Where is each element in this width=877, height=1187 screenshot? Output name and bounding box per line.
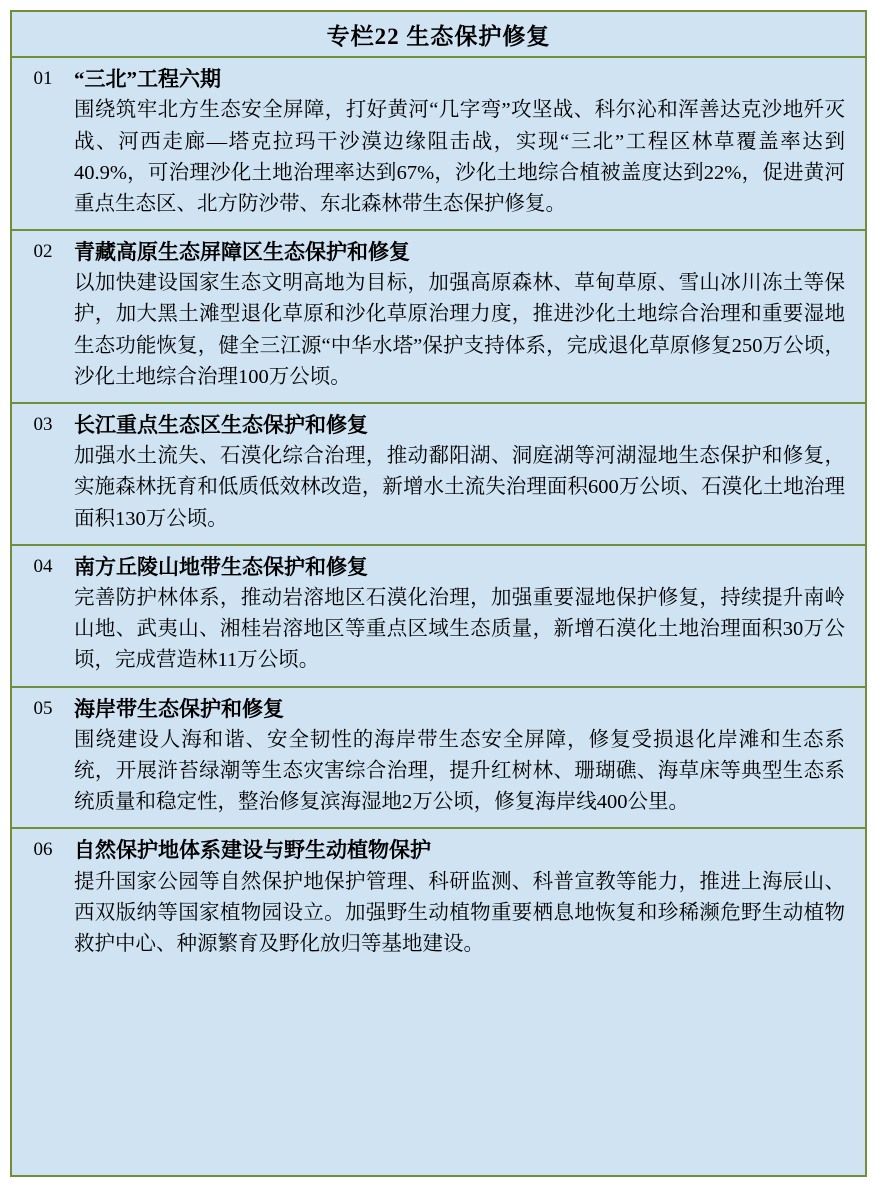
item-title: 海岸带生态保护和修复 — [74, 696, 284, 721]
list-item — [12, 546, 865, 688]
item-content — [74, 553, 865, 677]
box-title-bar — [12, 12, 865, 58]
item-content — [74, 695, 865, 819]
item-number: 03 — [33, 413, 53, 435]
feature-box-22 — [10, 10, 867, 1177]
item-body: 完善防护林体系，推动岩溶地区石漠化治理，加强重要湿地保护修复，持续提升南岭山地、武夷山、湘桂岩溶地区等重点区域生态质量，新增石漠化土地治理面积30万公顷，完成营造林11万公顷。 — [74, 587, 845, 672]
item-body: 加强水土流失、石漠化综合治理，推动鄱阳湖、洞庭湖等河湖湿地生态保护和修复，实施森林抚育和低质低效林改造，新增水土流失治理面积600万公顷、石漠化土地治理面积130万公顷。 — [74, 445, 845, 530]
item-content — [74, 836, 865, 960]
item-title: 自然保护地体系建设与野生动植物保护 — [74, 838, 431, 863]
item-list — [12, 58, 865, 1175]
item-body: 提升国家公园等自然保护地保护管理、科研监测、科普宣教等能力，推进上海辰山、西双版纳等国家植物园设立。加强野生动植物重要栖息地恢复和珍稀濒危野生动植物救护中心、种源繁育及野化放归等基地建设。 — [74, 870, 845, 956]
list-item — [12, 829, 865, 969]
item-content — [74, 411, 865, 535]
item-title: 青藏高原生态屏障区生态保护和修复 — [74, 239, 410, 264]
item-body: 以加快建设国家生态文明高地为目标，加强高原森林、草甸草原、雪山冰川冻土等保护，加大黑土滩型退化草原和沙化草原治理力度，推进沙化土地综合治理和重要湿地生态功能恢复，健全三江源“中华水塔”保护支持体系，完成退化草原修复250万公顷，沙化土地综合治理100万公顷。 — [74, 272, 845, 388]
item-title: 南方丘陵山地带生态保护和修复 — [74, 554, 368, 579]
list-item — [12, 688, 865, 830]
item-number: 04 — [33, 555, 53, 577]
list-item — [12, 231, 865, 404]
item-number: 01 — [33, 68, 53, 89]
item-content — [74, 238, 865, 393]
item-body: 围绕筑牢北方生态安全屏障，打好黄河“几字弯”攻坚战、科尔沁和浑善达克沙地歼灭战、河西走廊—塔克拉玛干沙漠边缘阻击战，实现“三北”工程区林草覆盖率达到40.9%，可治理沙化土地治理率达到67%，沙化土地综合植被盖度达到22%，促进黄河重点生态区、北方防沙带、东北森林带生态保护修复。 — [74, 99, 845, 215]
item-number: 05 — [33, 697, 53, 719]
item-number: 06 — [33, 839, 53, 861]
list-item — [12, 58, 865, 231]
page-title: 专栏22 生态保护修复 — [326, 23, 551, 49]
item-number: 02 — [33, 240, 53, 262]
item-title: 长江重点生态区生态保护和修复 — [74, 412, 368, 437]
item-content — [74, 65, 865, 220]
item-title: “三北”工程六期 — [74, 67, 221, 91]
item-body: 围绕建设人海和谐、安全韧性的海岸带生态安全屏障，修复受损退化岸滩和生态系统，开展浒苔绿潮等生态灾害综合治理，提升红树林、珊瑚礁、海草床等典型生态系统质量和稳定性，整治修复滨海湿地2万公顷，修复海岸线400公里。 — [74, 728, 845, 814]
list-item — [12, 404, 865, 546]
